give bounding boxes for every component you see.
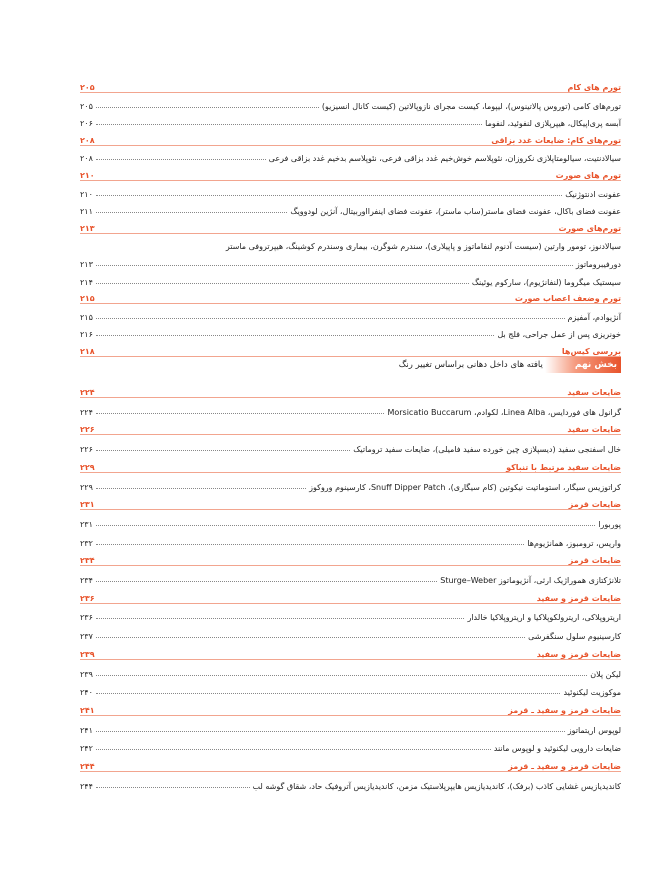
chapter-label: بخش نهم xyxy=(545,357,621,373)
dot-leader xyxy=(96,618,465,619)
dot-leader xyxy=(96,675,587,676)
toc-page-number: ۲۲۴ xyxy=(80,388,95,397)
toc-page-number: ۲۱۳ xyxy=(80,260,93,269)
toc-entry xyxy=(80,200,621,216)
toc-page-number: ۲۱۶ xyxy=(80,330,93,340)
toc-page-number: ۲۴۲ xyxy=(80,744,93,754)
toc-page-number: ۲۴۴ xyxy=(80,781,93,791)
dot-leader xyxy=(96,731,565,732)
toc-entry xyxy=(80,401,621,417)
dot-leader xyxy=(96,107,319,108)
toc-page-number: ۲۱۵ xyxy=(80,312,93,322)
dot-leader xyxy=(96,637,525,638)
toc-entry xyxy=(80,438,621,454)
toc-entry-title: ضایعات سفید xyxy=(567,425,621,435)
toc-section-heading xyxy=(80,756,621,772)
toc-entry-title: عفونت فضای باکال، عفونت فضای ماستر(ساب ماستر)، عفونت فضای اینفرااوربیتال، آنژین لودوویگ xyxy=(290,207,621,217)
toc-entry-title: لوپوس اریتماتوز xyxy=(567,725,621,735)
toc-page-number: ۲۳۶ xyxy=(80,593,95,603)
toc-entry-title: تلانژکتازی هموراژیک ارثی، آنژیوماتوز Sturge–Weber xyxy=(440,576,621,585)
toc-entry-title: خال اسفنجی سفید (دیسپلازی چین خورده سفید فامیلی)، ضایعات سفید تروماتیک xyxy=(353,445,621,455)
dot-leader xyxy=(96,525,595,526)
toc-page-number: ۲۰۸ xyxy=(80,135,95,145)
dot-leader xyxy=(96,693,561,694)
toc-entry xyxy=(80,271,621,287)
toc-page-number: ۲۴۱ xyxy=(80,705,95,715)
toc-entry-title: کاندیدیازیس غشایی کاذب (برفک)، کاندیدیازیس هایپرپلاستیک مزمن، کاندیدیازیس آتروفیک حاد، شقاق گوشه لب xyxy=(252,781,621,791)
toc-entry-title: تورم‌های کام: ضایعات غدد بزاقی xyxy=(491,135,621,145)
toc-entry xyxy=(80,253,621,269)
dot-leader xyxy=(96,265,573,266)
toc-page-number: ۲۲۹ xyxy=(80,482,93,492)
toc-entry-title: تورم های کام xyxy=(567,83,621,92)
toc-entry-title: تورم وضعف اعصاب صورت xyxy=(514,294,621,304)
toc-page-number: ۲۱۰ xyxy=(80,171,95,180)
toc-page-number: ۲۳۶ xyxy=(80,613,93,623)
toc-section-heading xyxy=(80,165,621,181)
toc-entry-title: اریتروپلاکی، اریترولکوپلاکیا و اریتروپلاکیا خالدار xyxy=(467,613,621,623)
toc-entry xyxy=(80,737,621,753)
toc-page-number: ۲۲۴ xyxy=(80,407,93,417)
toc-page-number: ۲۳۱ xyxy=(80,519,93,529)
toc-entry-title: ضایعات قرمز و سفید xyxy=(536,649,621,659)
toc-entry xyxy=(80,95,621,111)
toc-entry xyxy=(80,147,621,163)
toc-section-heading xyxy=(80,494,621,510)
toc-page-number: ۲۳۹ xyxy=(80,669,93,679)
toc-page-number: ۲۲۹ xyxy=(80,462,95,472)
toc-entry xyxy=(80,532,621,548)
toc-entry-title: دورفیبروماتوز xyxy=(575,260,621,269)
toc-entry-title: خونریزی پس از عمل جراحی، فلج بل xyxy=(497,330,621,340)
toc-section-heading xyxy=(80,457,621,473)
toc-page-number: ۲۰۵ xyxy=(80,101,93,111)
toc-entry-title: سیالادنوز، تومور وارتین (سیست آدنوم لنفاماتوز و پاپیلاری)، سندرم شوگرن، بیماری وسندرم کوشینگ، هیپرتروفی ماستر xyxy=(225,242,621,252)
toc-entry-title: کراتوزیس سیگار، استوماتیت نیکوتین (کام سیگاری)، Snuff Dipper Patch، کارسینوم وروکوز xyxy=(309,482,621,492)
toc-entry-title: آنژیوادم، آمفیزم xyxy=(567,312,621,322)
toc-page-number: ۲۱۱ xyxy=(80,207,93,217)
toc-entry xyxy=(80,183,621,199)
toc-entry-title: ضایعات قرمز و سفید ـ قرمز xyxy=(508,705,621,715)
dot-leader xyxy=(96,544,524,545)
toc-page-number: ۲۲۶ xyxy=(80,445,93,455)
toc-entry-title: تورم‌های صورت xyxy=(558,223,621,233)
toc-entry-title: موکوزیت لیکنوئید xyxy=(563,688,621,698)
toc-section-heading xyxy=(80,130,621,146)
toc-entry-title: ضایعات سفید xyxy=(567,388,621,397)
dot-leader xyxy=(96,159,266,160)
toc-entry xyxy=(80,625,621,641)
toc-section-heading xyxy=(80,77,621,93)
toc-entry-title: تورم های صورت xyxy=(555,171,621,180)
toc-page-number: ۲۴۱ xyxy=(80,725,93,735)
toc-page-number: ۲۱۰ xyxy=(80,189,93,199)
toc-page-number: ۲۱۸ xyxy=(80,347,95,356)
toc-page-number: ۲۴۴ xyxy=(80,762,95,771)
dot-leader xyxy=(96,787,250,788)
dot-leader xyxy=(96,195,562,196)
toc-entry xyxy=(80,569,621,585)
toc-entry-title: تورم‌های کامی (توروس پالاتینوس)، لیپوما، کیست مجرای نازوپالاتین (کیست کانال انسیزیو) xyxy=(321,101,621,111)
toc-entry-title: واریس، ترومبوز، همانژیوم‌ها xyxy=(527,538,621,548)
toc-section-heading xyxy=(80,419,621,435)
toc-page-number: ۲۰۶ xyxy=(80,119,93,129)
dot-leader xyxy=(96,488,306,489)
dot-leader xyxy=(96,450,350,451)
toc-page-number: ۲۰۵ xyxy=(80,83,95,92)
toc-entry-title: ضایعات قرمز و سفید xyxy=(536,593,621,603)
toc-section-heading xyxy=(80,218,621,234)
toc-entry-title: پوربورا xyxy=(598,519,621,529)
toc-page-number: ۲۴۰ xyxy=(80,688,93,698)
dot-leader xyxy=(96,581,437,582)
toc-entry xyxy=(80,306,621,322)
toc-entry-title: آبسه پری‌اپیکال، هیپرپلازی لنفوئید، لنفوما xyxy=(485,119,621,129)
toc-page-number: ۲۱۵ xyxy=(80,294,95,304)
toc-entry-title: سیستیک میگروما (لنفانژیوم)، سارکوم یوئینگ xyxy=(471,277,621,287)
toc-entry-title: بررسی کیس‌ها xyxy=(561,347,621,356)
toc-entry xyxy=(80,112,621,128)
toc-section-heading xyxy=(80,382,621,398)
toc-entry xyxy=(80,513,621,529)
toc-section-heading xyxy=(80,288,621,304)
toc-entry-title: گرانول های فوردایس، Linea Alba، لکوادم، Morsicatio Buccarum xyxy=(387,407,621,417)
toc-entry-title: سیالادنتیت، سیالومتاپلازی نکروزان، نئوپلاسم خوش‌خیم غدد بزاقی فرعی، نئوپلاسم بدخیم غدد بزاقی فرعی xyxy=(268,154,621,164)
chapter-title: یافته های داخل دهانی براساس تغییر رنگ xyxy=(398,360,543,370)
toc-entry xyxy=(80,323,621,339)
toc-page-number: ۲۰۸ xyxy=(80,154,93,164)
toc-entry-title: ضایعات سفید مرتبط با تنباکو xyxy=(506,462,621,472)
toc-page-number: ۲۳۴ xyxy=(80,556,95,566)
toc-entry xyxy=(80,719,621,735)
toc-entry-title: ضایعات قرمز و سفید ـ قرمز xyxy=(508,762,621,771)
toc-entry xyxy=(80,775,621,791)
toc-entry xyxy=(80,681,621,697)
toc-page-number: ۲۳۱ xyxy=(80,500,95,510)
toc-entry-title: ضایعات دارویی لیکنوئید و لوپوس مانند xyxy=(493,744,621,754)
toc-entry-title: عفونت ادنتوژنیک xyxy=(565,189,621,199)
dot-leader xyxy=(96,749,491,750)
toc-page-number: ۲۳۲ xyxy=(80,538,93,548)
dot-leader xyxy=(96,212,288,213)
toc-page-number: ۲۳۴ xyxy=(80,576,93,585)
toc-page-number: ۲۳۹ xyxy=(80,649,95,659)
toc-section-heading xyxy=(80,588,621,604)
toc-entry-title: ضایعات قرمز xyxy=(568,500,621,510)
toc-page-number: ۲۱۳ xyxy=(80,223,95,233)
chapter-banner xyxy=(80,355,621,375)
dot-leader xyxy=(96,124,482,125)
toc-entry-title: ضایعات قرمز xyxy=(568,556,621,566)
toc-entry xyxy=(80,235,621,251)
toc-entry-title: لیکن پلان xyxy=(590,669,621,679)
toc-entry-title: کارسینیوم سلول سنگفرشی xyxy=(528,632,621,642)
toc-page-number: ۲۱۴ xyxy=(80,277,93,287)
dot-leader xyxy=(96,318,565,319)
toc-section-heading xyxy=(80,644,621,660)
dot-leader xyxy=(96,335,495,336)
toc-section-heading xyxy=(80,700,621,716)
toc-section-heading xyxy=(80,550,621,566)
toc-page-number: ۲۲۶ xyxy=(80,425,95,435)
dot-leader xyxy=(96,283,469,284)
toc-entry xyxy=(80,663,621,679)
dot-leader xyxy=(96,413,385,414)
toc-entry xyxy=(80,606,621,622)
toc-page-number: ۲۳۷ xyxy=(80,632,93,642)
toc-entry xyxy=(80,476,621,492)
